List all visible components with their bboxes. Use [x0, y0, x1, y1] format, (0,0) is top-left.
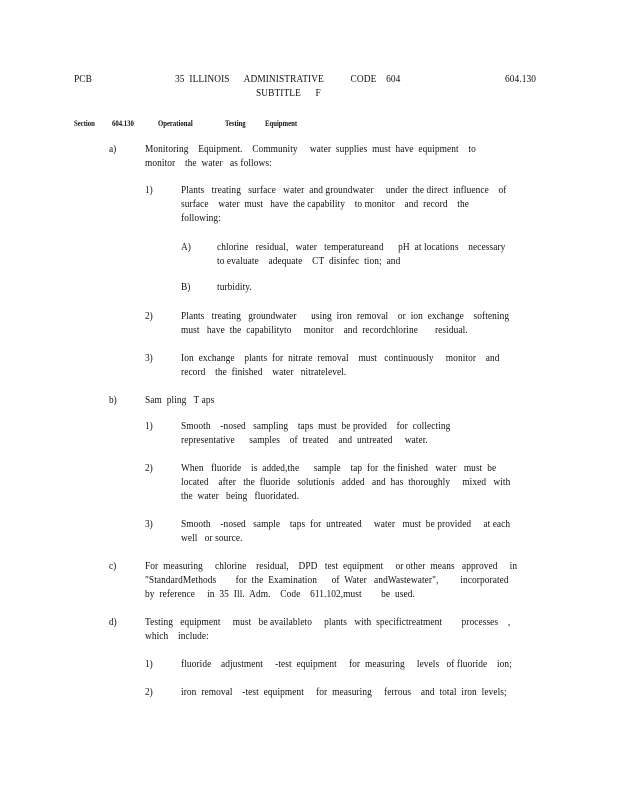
section-title-word-1: Operational [158, 119, 193, 128]
a2-line-2: must have the capabilityto monitor and recordchlorine residual. [181, 325, 468, 336]
b3-line-1: Smooth -nosed sample taps for untreated water must be provided at each [181, 519, 511, 530]
a1-marker: 1) [145, 185, 153, 196]
a1-line-2: surface water must have the capability to monitor and record the [181, 199, 470, 210]
b1-line-1: Smooth -nosed sampling taps must be provided for collecting [181, 421, 451, 432]
subsection-a-line-1: Monitoring Equipment. Community water supplies must have equipment to [145, 144, 476, 155]
section-number: 604.130 [112, 119, 134, 128]
subsection-c-line-2: "StandardMethods for the Examination of Water andWastewater", incorporated [145, 575, 509, 586]
b3-line-2: well or source. [181, 533, 243, 544]
a1B-marker: B) [181, 282, 191, 293]
a3-line-1: Ion exchange plants for nitrate removal must continuously monitor and [181, 353, 500, 364]
subsection-c-line-3: by reference in 35 Ill. Adm. Code 611.102,must be used. [145, 589, 415, 600]
header-code-title: 35 ILLINOIS ADMINISTRATIVE CODE 604 [175, 74, 401, 85]
d1-line-1: fluoride adjustment -test equipment for measuring levels of fluoride ion; [181, 659, 512, 670]
subsection-c-marker: c) [109, 561, 117, 572]
a1-line-3: following: [181, 213, 221, 224]
a1-line-1: Plants treating surface water and groundwater under the direct influence of [181, 185, 507, 196]
b1-marker: 1) [145, 421, 153, 432]
subsection-a-marker: a) [109, 144, 117, 155]
subsection-b-marker: b) [109, 395, 117, 406]
d2-marker: 2) [145, 687, 153, 698]
subsection-c-line-1: For measuring chlorine residual, DPD test equipment or other means approved in [145, 561, 518, 572]
d1-marker: 1) [145, 659, 153, 670]
b2-marker: 2) [145, 463, 153, 474]
a1B-line-1: turbidity. [217, 282, 252, 293]
b3-marker: 3) [145, 519, 153, 530]
header-agency: PCB [74, 74, 92, 85]
header-subtitle: SUBTITLE F [256, 88, 321, 99]
subsection-d-marker: d) [109, 617, 117, 628]
b2-line-3: the water being fluoridated. [181, 491, 300, 502]
a3-line-2: record the finished water nitratelevel. [181, 367, 347, 378]
subsection-d-line-2: which include: [145, 631, 209, 642]
a1A-marker: A) [181, 242, 191, 253]
b1-line-2: representative samples of treated and untreated water. [181, 435, 428, 446]
header-section-number: 604.130 [505, 74, 537, 85]
a2-marker: 2) [145, 311, 153, 322]
a3-marker: 3) [145, 353, 153, 364]
a1A-line-2: to evaluate adequate CT disinfec tion; and [217, 256, 401, 267]
section-title-word-3: Equipment [265, 119, 298, 128]
b2-line-2: located after the fluoride solutionis added and has thoroughly mixed with [181, 477, 511, 488]
section-label: Section [74, 119, 95, 128]
a2-line-1: Plants treating groundwater using iron removal or ion exchange softening [181, 311, 510, 322]
subsection-a-line-2: monitor the water as follows: [145, 158, 272, 169]
d2-line-1: iron removal -test equipment for measuring ferrous and total iron levels; [181, 687, 507, 698]
b2-line-1: When fluoride is added,the sample tap for the finished water must be [181, 463, 497, 474]
section-title-word-2: Testing [225, 119, 246, 128]
a1A-line-1: chlorine residual, water temperatureand pH at locations necessary [217, 242, 506, 253]
subsection-d-line-1: Testing equipment must be availableto plants with specifictreatment processes , [145, 617, 511, 628]
subsection-b-title: Sam pling T aps [145, 395, 215, 406]
